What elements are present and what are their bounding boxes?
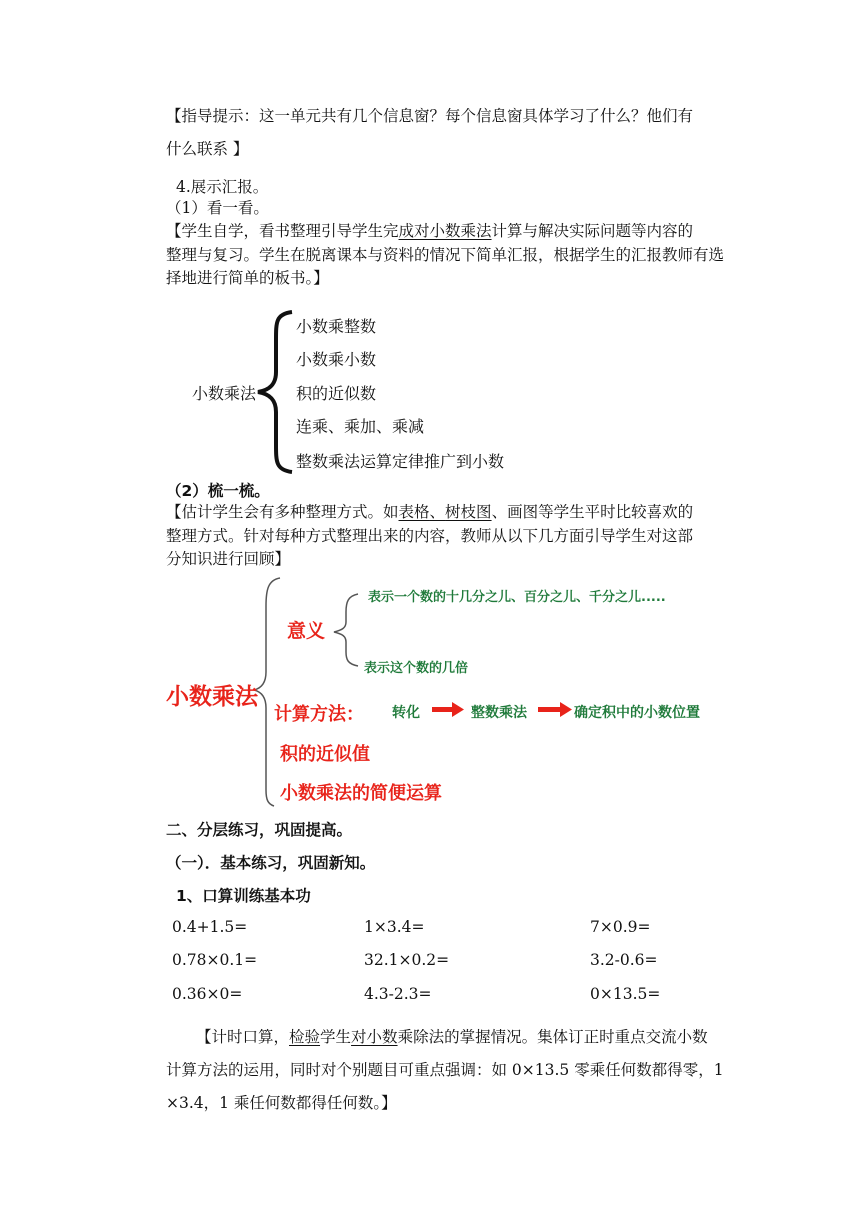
self-study-underlined: 成对小数乘法 [398, 222, 492, 240]
board2-simple: 小数乘法的简便运算 [280, 783, 442, 804]
board2-approx: 积的近似值 [280, 744, 370, 765]
board2-meaning: 意义 [287, 620, 326, 642]
self-study-text-a: 【学生自学，看书整理引导学生完 [166, 222, 399, 240]
board1-item: 小数乘小数 [296, 350, 377, 369]
board2-meaning-brace [334, 594, 358, 666]
estimate-underlined-1: 表格 [398, 503, 430, 521]
board2-step-decimal: 确定积中的小数位置 [574, 705, 700, 721]
timed-underlined-2: 对小数 [351, 1028, 398, 1046]
estimate-line1 [166, 500, 693, 522]
timed-line1 [196, 1025, 708, 1047]
board1-item: 连乘、乘加、乘减 [296, 417, 425, 436]
estimate-line2: 整理方式。针对每种方式整理出来的内容，教师从以下几方面引导学生对这部 [166, 527, 694, 545]
drill-item: 32.1×0.2= [364, 951, 450, 969]
estimate-separator: 、 [429, 503, 446, 521]
drill-item: 0×13.5= [590, 985, 661, 1003]
estimate-text-b: 、画图等学生平时比较喜欢的 [491, 503, 694, 521]
estimate-text-a: 【估计学生会有多种整理方式。如 [166, 503, 399, 521]
drill-item: 0.78×0.1= [172, 951, 258, 969]
drill-item: 0.36×0= [172, 985, 243, 1003]
drill-item: 1×3.4= [364, 918, 425, 936]
board2-meaning-2: 表示这个数的几倍 [364, 661, 469, 676]
section-2-1-title: （一）．基本练习，巩固新知。 [166, 854, 376, 872]
board2-meaning-1: 表示一个数的十几分之儿、百分之儿、千分之儿..... [368, 590, 666, 605]
step-4-1-title: （1）看一看。 [166, 199, 269, 217]
board2-method: 计算方法： [274, 704, 364, 725]
self-study-line3: 择地进行简单的板书。】 [166, 269, 329, 287]
timed-underlined-1: 检验 [289, 1028, 321, 1046]
board1-item: 整数乘法运算定律推广到小数 [296, 452, 505, 471]
guide-hint-line1: 【指导提示：这一单元共有几个信息窗？每个信息窗具体学习了什么？他们有 [166, 107, 694, 125]
estimate-line3: 分知识进行回顾】 [166, 550, 291, 568]
drill-item: 7×0.9= [590, 918, 651, 936]
estimate-underlined-2: 树枝图 [445, 503, 492, 521]
step-4-title: 4.展示汇报。 [176, 178, 269, 196]
drill-title: 1、口算训练基本功 [176, 887, 311, 905]
timed-text-a: 【计时口算， [196, 1028, 290, 1046]
drill-item: 4.3-2.3= [364, 985, 432, 1003]
timed-text-b: 学生 [320, 1028, 352, 1046]
arrow-2 [538, 702, 572, 717]
arrow-1 [432, 702, 464, 717]
guide-hint-line2: 什么联系 】 [166, 140, 249, 158]
drill-item: 0.4+1.5= [172, 918, 248, 936]
board2-step-convert: 转化 [392, 705, 420, 721]
drill-item: 3.2-0.6= [590, 951, 658, 969]
self-study-text-b: 计算与解决实际问题等内容的 [491, 222, 694, 240]
board1-item: 小数乘整数 [296, 317, 377, 336]
section-2-title: 二、分层练习，巩固提高。 [166, 821, 353, 839]
board1-item: 积的近似数 [296, 384, 377, 403]
board1-root: 小数乘法 [192, 384, 257, 403]
board2-root: 小数乘法 [166, 684, 258, 710]
timed-line3: ×3.4，1 乘任何数都得任何数。】 [166, 1094, 397, 1112]
board1-brace [258, 312, 292, 472]
step-4-2-title: （2）梳一梳。 [166, 482, 270, 500]
board2-step-integer: 整数乘法 [471, 705, 527, 721]
timed-line2: 计算方法的运用，同时对个别题目可重点强调：如 0×13.5 零乘任何数都得零，1 [166, 1061, 724, 1079]
timed-text-c: 乘除法的掌握情况。集体订正时重点交流小数 [397, 1028, 708, 1046]
self-study-line2: 整理与复习。学生在脱离课本与资料的情况下简单汇报，根据学生的汇报教师有选 [166, 246, 725, 264]
